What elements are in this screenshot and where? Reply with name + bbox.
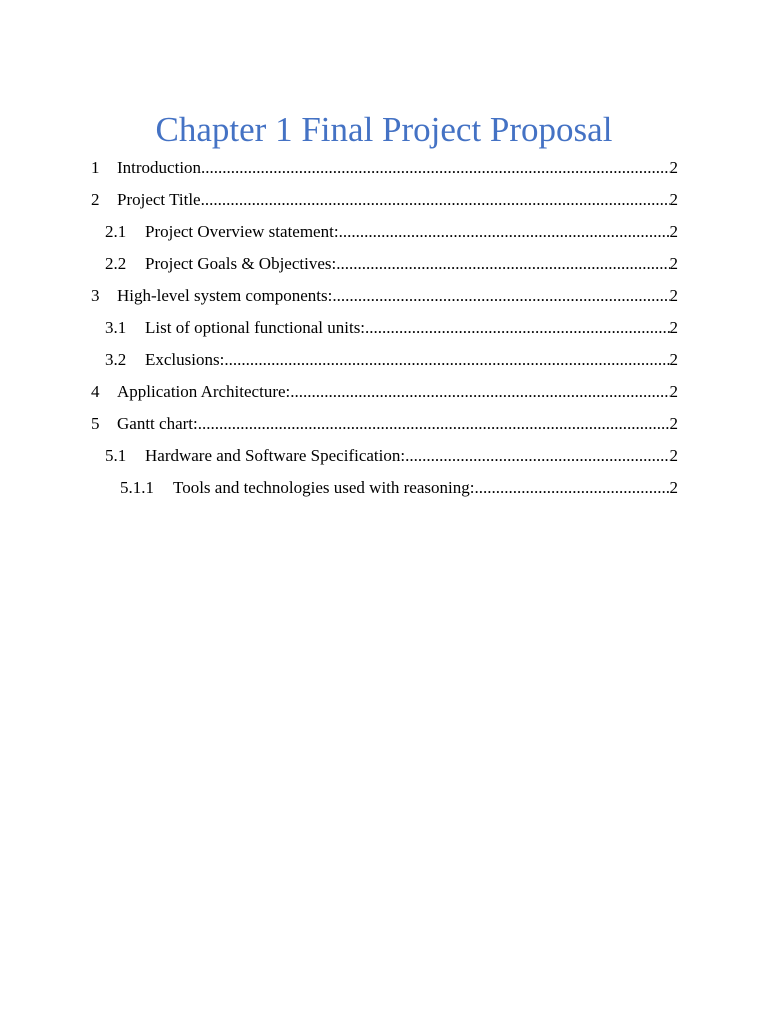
- toc-entry-project-title[interactable]: [91, 184, 678, 216]
- toc-leader-dots: [201, 152, 669, 184]
- toc-leader-dots: [405, 440, 669, 472]
- toc-entry-text: Hardware and Software Specification:: [145, 446, 406, 465]
- toc-entry-project-goals[interactable]: [91, 248, 678, 280]
- toc-entry-text: Introduction: [117, 158, 202, 177]
- toc-entry-text: Gantt chart:: [117, 414, 198, 433]
- toc-entry-number: 4: [91, 382, 100, 401]
- toc-entry-page: 2: [669, 478, 678, 497]
- toc-entry-number: 3.1: [105, 318, 127, 337]
- toc-entry-page: 2: [669, 350, 678, 369]
- toc-entry-text: Project Overview statement:: [145, 222, 339, 241]
- toc-entry-text: Application Architecture:: [117, 382, 291, 401]
- toc-leader-dots: [474, 472, 669, 504]
- toc-entry-application-architecture[interactable]: [91, 376, 678, 408]
- toc-entry-hardware-software[interactable]: [91, 440, 678, 472]
- toc-entry-text: Exclusions:: [145, 350, 225, 369]
- toc-entry-exclusions[interactable]: [91, 344, 678, 376]
- page-title: Chapter 1 Final Project Proposal: [155, 110, 613, 149]
- toc-leader-dots: [201, 184, 670, 216]
- toc-leader-dots: [198, 408, 670, 440]
- toc-entry-gantt-chart[interactable]: [91, 408, 678, 440]
- toc-entry-number: 5: [91, 414, 100, 433]
- toc-entry-text: Project Goals & Objectives:: [145, 254, 337, 273]
- toc-entry-number: 3: [91, 286, 100, 305]
- toc-entry-tools-technologies[interactable]: [91, 472, 678, 504]
- toc-entry-number: 2.1: [105, 222, 127, 241]
- toc-entry-number: 2.2: [105, 254, 127, 273]
- toc-entry-page: 2: [669, 382, 678, 401]
- toc-leader-dots: [224, 344, 669, 376]
- table-of-contents: [91, 152, 678, 504]
- toc-entry-page: 2: [669, 414, 678, 433]
- toc-entry-number: 1: [91, 158, 100, 177]
- toc-entry-project-overview[interactable]: [91, 216, 678, 248]
- toc-entry-page: 2: [669, 190, 678, 209]
- toc-entry-number: 5.1.1: [120, 478, 154, 497]
- toc-entry-page: 2: [669, 318, 678, 337]
- toc-leader-dots: [290, 376, 669, 408]
- toc-entry-introduction[interactable]: [91, 152, 678, 184]
- toc-entry-functional-units[interactable]: [91, 312, 678, 344]
- toc-leader-dots: [339, 216, 670, 248]
- toc-entry-number: 2: [91, 190, 100, 209]
- toc-leader-dots: [365, 312, 669, 344]
- toc-leader-dots: [332, 280, 669, 312]
- toc-entry-page: 2: [669, 222, 678, 241]
- toc-entry-system-components[interactable]: [91, 280, 678, 312]
- toc-entry-text: Tools and technologies used with reasoning:: [173, 478, 475, 497]
- toc-leader-dots: [336, 248, 669, 280]
- toc-entry-page: 2: [669, 446, 678, 465]
- toc-entry-number: 3.2: [105, 350, 127, 369]
- toc-entry-number: 5.1: [105, 446, 127, 465]
- toc-entry-text: List of optional functional units:: [145, 318, 366, 337]
- toc-entry-text: Project Title: [117, 190, 201, 209]
- toc-entry-page: 2: [669, 158, 678, 177]
- toc-entry-page: 2: [669, 286, 678, 305]
- toc-entry-text: High-level system components:: [117, 286, 333, 305]
- toc-entry-page: 2: [669, 254, 678, 273]
